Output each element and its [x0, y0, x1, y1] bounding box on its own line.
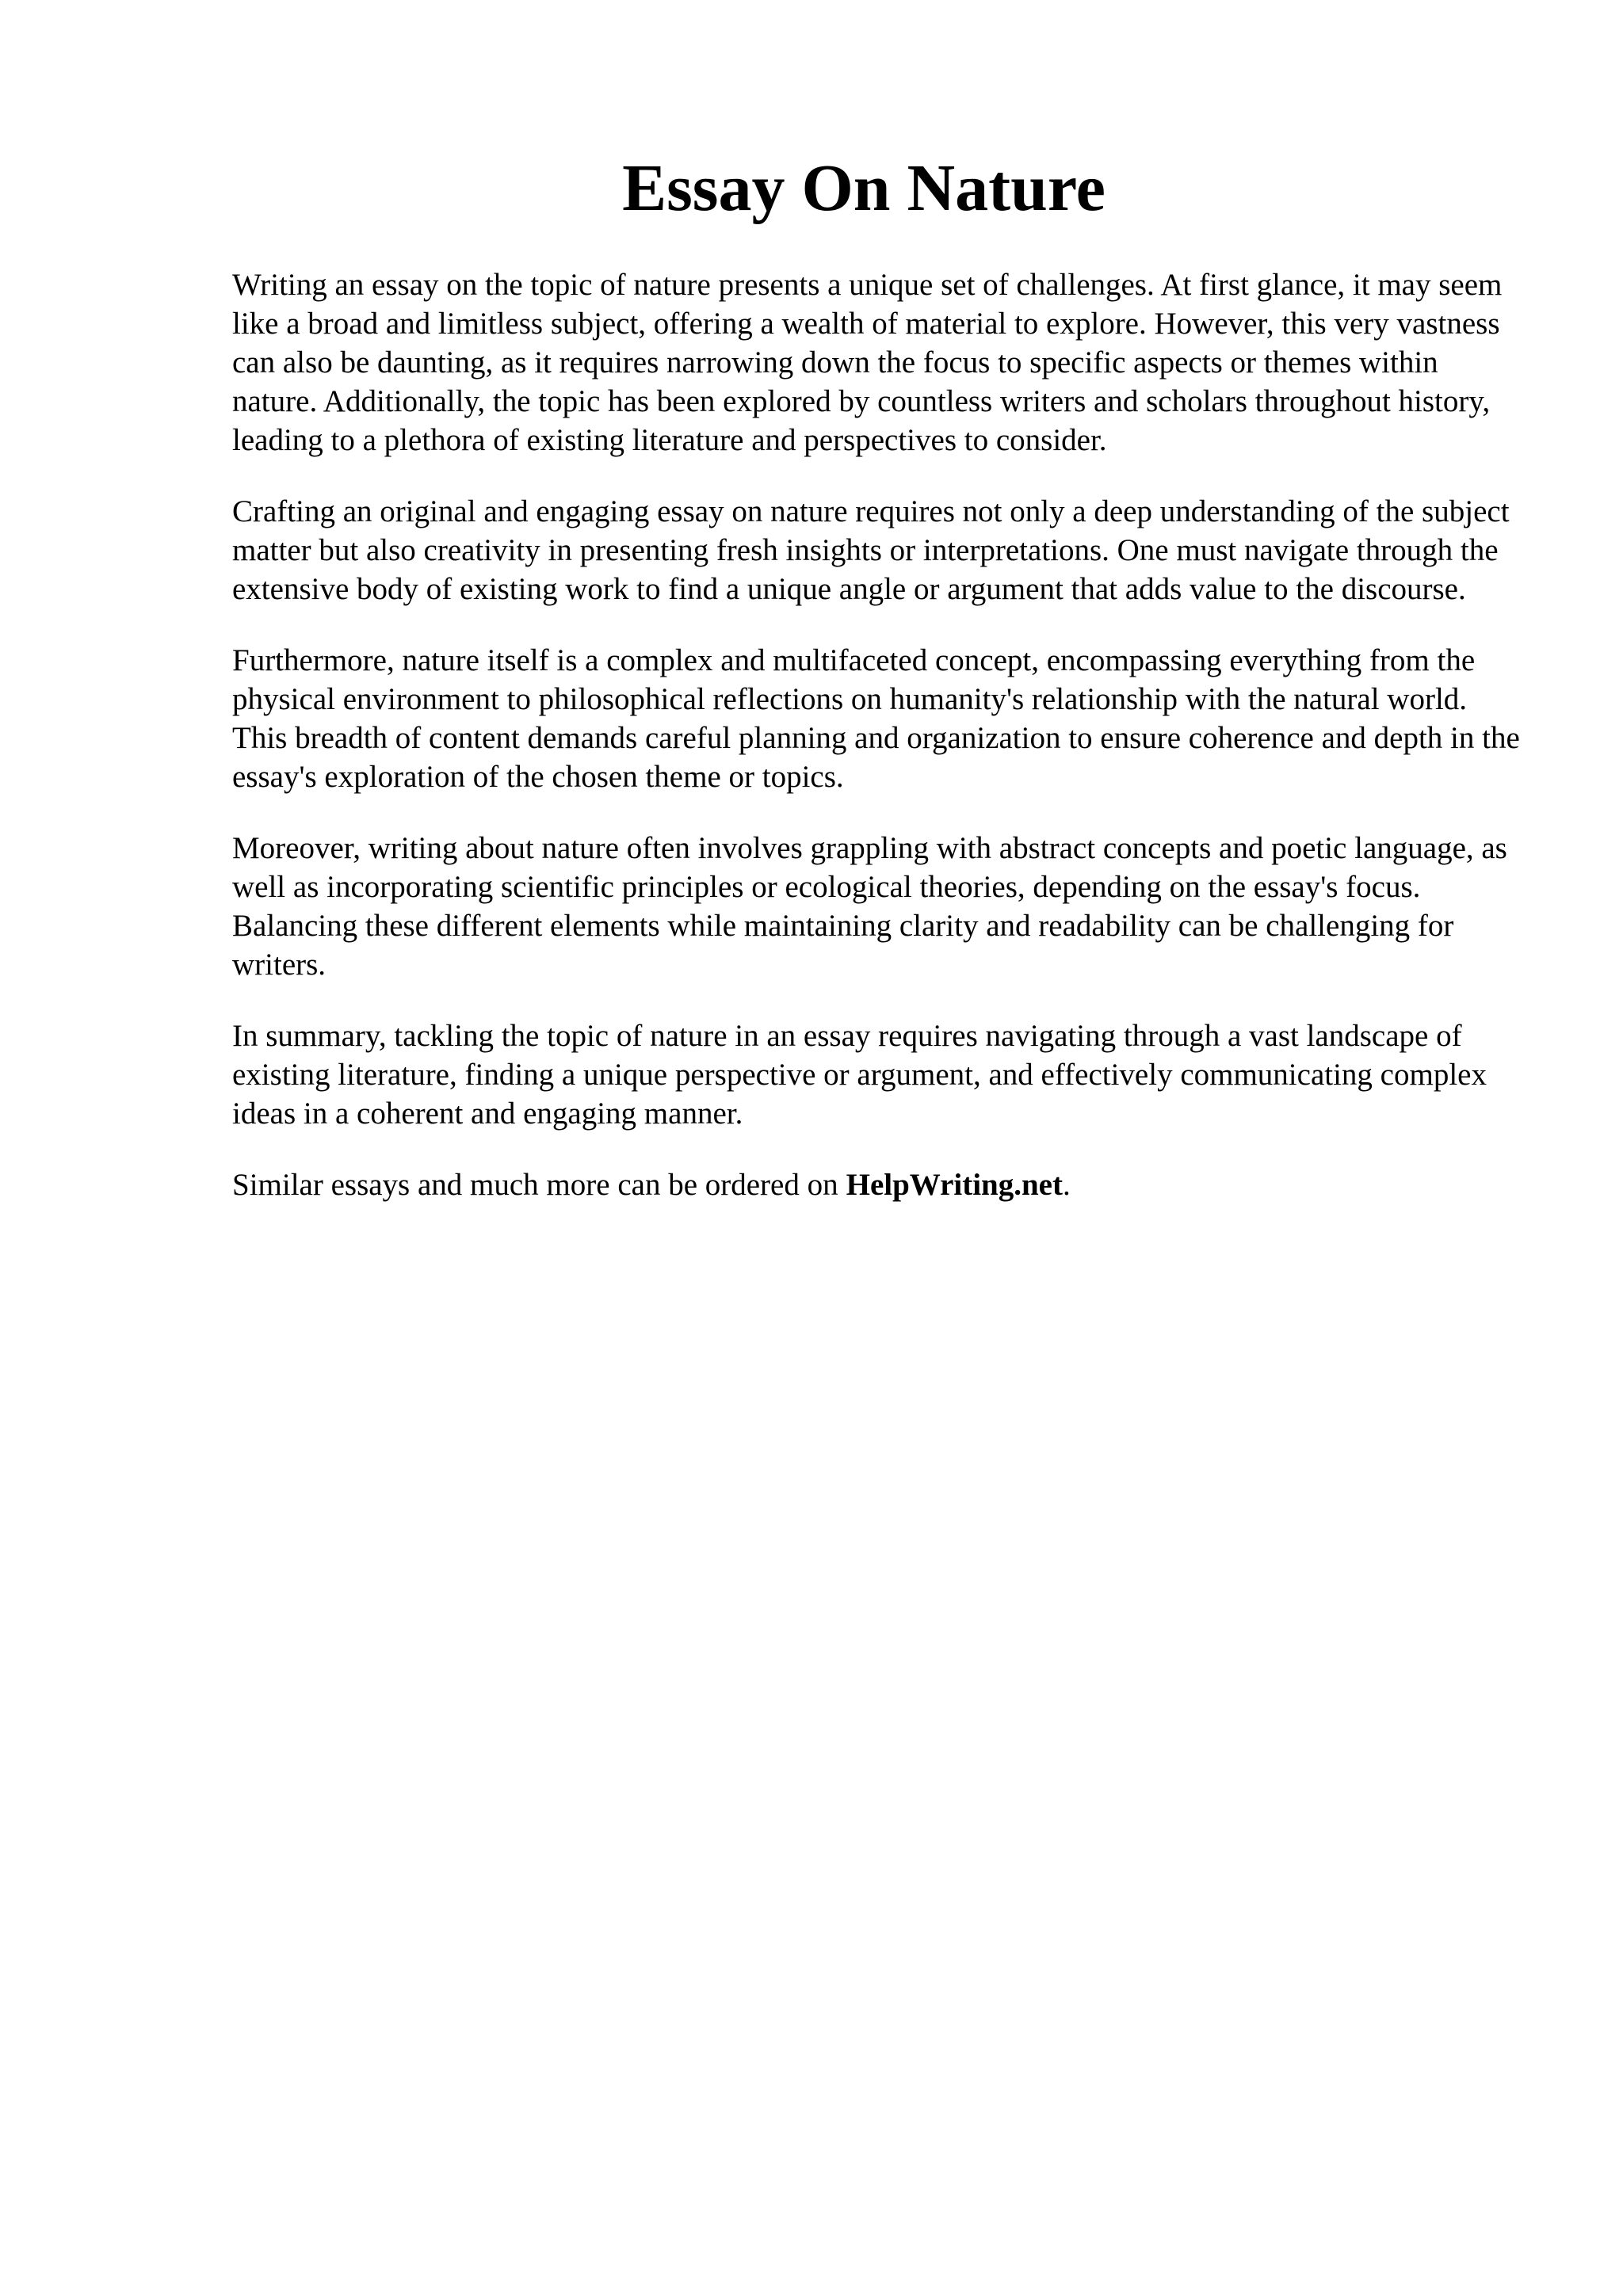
- paragraph-4: Moreover, writing about nature often involves grappling with abstract concepts and poetic language, as well as incorporating scientific principles or ecological theories, depending on the essay's focus. Balancing these different elements while maintaining clarity and readability can be challenging for writers.: [232, 831, 1507, 982]
- paragraph-3: Furthermore, nature itself is a complex and multifaceted concept, encompassing everything from the physical environment to philosophical reflections on humanity's relationship with the natural world. This breadth of content demands careful planning and organization to ensure coherence and depth in the essay's exploration of the chosen theme or topics.: [232, 643, 1520, 794]
- paragraph-5: In summary, tackling the topic of nature in an essay requires navigating through a vast landscape of existing literature, finding a unique perspective or argument, and effectively communicating complex ideas in a coherent and engaging manner.: [232, 1019, 1487, 1131]
- footer-suffix: .: [1062, 1168, 1071, 1202]
- helpwriting-link[interactable]: HelpWriting.net: [846, 1168, 1063, 1202]
- paragraph-2: Crafting an original and engaging essay on nature requires not only a deep understanding of the subject matter but also creativity in presenting fresh insights or interpretations. One must navigate through the extensive body of existing work to find a unique angle or argument that adds value to the discourse.: [232, 494, 1510, 606]
- document-title: Essay On Nature: [622, 151, 1106, 225]
- essay-body: [232, 265, 1524, 1237]
- footer-line: [232, 1165, 1524, 1204]
- footer-prefix: Similar essays and much more can be ordered on: [232, 1168, 838, 1202]
- paragraph-1: Writing an essay on the topic of nature presents a unique set of challenges. At first glance, it may seem like a broad and limitless subject, offering a wealth of material to explore. However, this very vastness can also be daunting, as it requires narrowing down the focus to specific aspects or themes within nature. Additionally, the topic has been explored by countless writers and scholars throughout history, leading to a plethora of existing literature and perspectives to consider.: [232, 268, 1503, 457]
